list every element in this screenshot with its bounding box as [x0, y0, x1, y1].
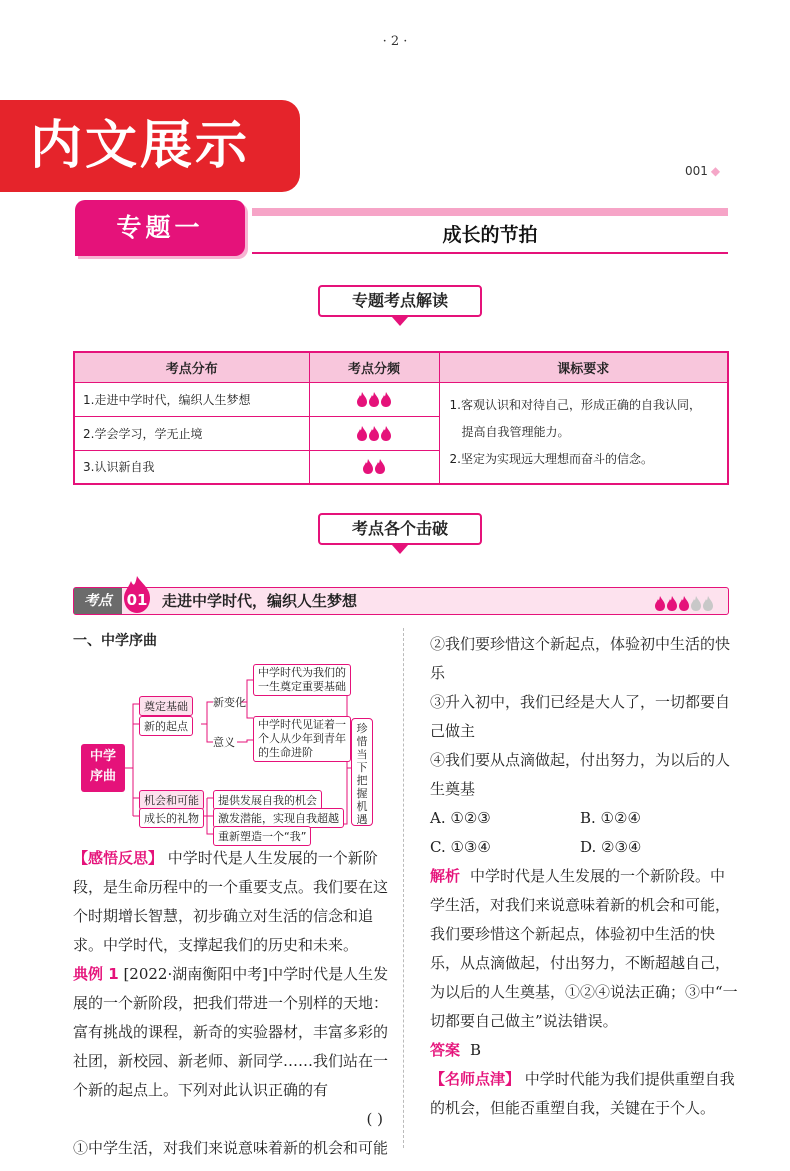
- exam-point-title: 走进中学时代，编织人生梦想: [162, 592, 358, 610]
- mind-map-root-label: 中学序曲: [90, 749, 117, 784]
- mind-map-leaf-line: 一生奠定重要基础: [258, 680, 346, 693]
- mind-map-leaf: [253, 716, 351, 762]
- flame-icon: [357, 392, 367, 407]
- question-item: ②我们要珍惜这个新起点，体验初中生活的快乐: [430, 635, 731, 682]
- side-note-char: 珍: [356, 722, 368, 735]
- mind-map-node: 奠定基础: [139, 696, 193, 716]
- section-heading-breakthrough: 考点各个击破: [318, 513, 482, 545]
- exam-point-table: [73, 351, 729, 485]
- topic-bar-top: [252, 208, 728, 216]
- mind-map-leaf-line: 中学时代见证着一: [258, 718, 346, 731]
- mind-map-side-note: [351, 718, 373, 826]
- question-item: ④我们要从点滴做起，付出努力，为以后的人生奠基: [430, 751, 731, 798]
- flame-icon: [369, 392, 379, 407]
- table-header: 考点分频: [309, 352, 439, 382]
- mind-map-leaf-line: 中学时代为我们的: [258, 666, 346, 679]
- side-note-char: 下: [356, 761, 368, 774]
- section-arrow-icon: [392, 317, 408, 326]
- mind-map-node: 新的起点: [139, 716, 193, 736]
- right-column: [430, 630, 740, 1123]
- side-note-char: 惜: [356, 735, 368, 748]
- content-display-banner: 内文展示: [0, 100, 300, 192]
- table-cell-point: 1.走进中学时代，编织人生梦想: [74, 382, 309, 416]
- mind-map-leaf-line: 个人从少年到青年: [258, 732, 346, 745]
- tip-text: 中学时代能为我们提供重塑自我的机会，但能否重塑自我，关键在于个人。: [430, 1070, 735, 1117]
- frequency-flames: [309, 416, 439, 450]
- flame-icon: [375, 459, 385, 474]
- mind-map-leaf: [253, 664, 351, 696]
- mind-map: [73, 658, 393, 843]
- answer-bracket-line: [73, 1105, 393, 1134]
- frequency-flames: [309, 382, 439, 416]
- flame-icon: [703, 596, 713, 611]
- flame-icon: [381, 426, 391, 441]
- flame-icon: [369, 426, 379, 441]
- mind-map-node: 新变化: [213, 696, 246, 709]
- table-header: 考点分布: [74, 352, 309, 382]
- table-header-row: [74, 352, 728, 382]
- reflection-tag: 【感悟反思】: [73, 849, 164, 867]
- mind-map-node: 意义: [213, 736, 235, 749]
- reflection-paragraph: [73, 844, 393, 960]
- flame-icon: [363, 459, 373, 474]
- table-row: [74, 382, 728, 416]
- side-note-char: 握: [356, 787, 368, 800]
- subsection-heading: 一、中学序曲: [73, 633, 157, 649]
- mind-map-node: 机会和可能: [139, 790, 204, 810]
- table-cell-point: 3.认识新自我: [74, 450, 309, 484]
- answer-options: [430, 804, 740, 862]
- tip-tag: 【名师点津】: [430, 1070, 521, 1088]
- example-label: 典例 1: [73, 965, 119, 983]
- topic-bar-bottom: [252, 252, 728, 254]
- mind-map-leaf: 提供发展自我的机会: [213, 790, 322, 810]
- option-b: B. ①②④: [580, 809, 641, 827]
- exam-point-label: 考点: [74, 588, 122, 614]
- tip-paragraph: [430, 1065, 740, 1123]
- side-note-char: 机: [356, 800, 368, 813]
- option-a: A. ①②③: [430, 809, 491, 827]
- option-d: D. ②③④: [580, 838, 642, 856]
- question-item: ①中学生活，对我们来说意味着新的机会和可能: [73, 1139, 389, 1157]
- flame-icon: [655, 596, 665, 611]
- analysis-text: 中学时代是人生发展的一个新阶段。中学生活，对我们来说意味着新的机会和可能，我们要珍惜这个新起点，体验初中生活的快乐，从点滴做起，付出努力，不断超越自己，为以后的人生奠基，①②④说法正确；③中“一切都要自己做主”说法错误。: [430, 867, 738, 1030]
- page-number: · 2 ·: [382, 34, 408, 49]
- table-cell-requirements: [439, 382, 728, 484]
- reflection-text: 中学时代是人生发展的一个新阶段，是生命历程中的一个重要支点。我们要在这个时期增长智慧，初步确立对生活的信念和追求。中学时代，支撑起我们的历史和未来。: [73, 849, 389, 954]
- section-arrow-icon: [392, 545, 408, 554]
- frequency-flames: [654, 593, 714, 612]
- answer-bracket: ( ): [366, 1110, 383, 1128]
- analysis-paragraph: [430, 862, 740, 1036]
- mind-map-leaf-line: 的生命进阶: [258, 746, 313, 759]
- analysis-label: 解析: [430, 867, 461, 885]
- flame-icon: [691, 596, 701, 611]
- diamond-icon: ◆: [710, 164, 721, 178]
- requirement-line: 1.客观认识和对待自己，形成正确的自我认同，: [449, 398, 701, 413]
- answer-label: 答案: [430, 1041, 461, 1059]
- topic-tab: 专题一: [75, 200, 245, 256]
- exam-point-bar: [73, 587, 729, 615]
- answer-line: [430, 1036, 740, 1065]
- example-text: 中学时代是人生发展的一个新阶段，把我们带进一个别样的天地：富有挑战的课程，新奇的实验器材，丰富多彩的社团，新校园、新老师、新同学……我们站在一个新的起点上。下列对此认识正确的有: [73, 965, 389, 1099]
- exam-point-number: 01: [126, 591, 148, 609]
- example-paragraph: [73, 960, 393, 1105]
- example-source: [2022·湖南衡阳中考]: [123, 965, 269, 983]
- requirement-line: 2.坚定为实现远大理想而奋斗的信念。: [449, 452, 653, 467]
- table-cell-point: 2.学会学习，学无止境: [74, 416, 309, 450]
- requirement-line: 提高自我管理能力。: [461, 425, 570, 440]
- flame-icon: [357, 426, 367, 441]
- question-item: ③升入初中，我们已经是大人了，一切都要自己做主: [430, 693, 731, 740]
- frequency-flames: [309, 450, 439, 484]
- table-header: 课标要求: [439, 352, 728, 382]
- mind-map-node: 成长的礼物: [139, 808, 204, 828]
- mind-map-root: [81, 744, 125, 792]
- topic-title: 成长的节拍: [442, 224, 538, 246]
- side-note-char: 当: [356, 748, 368, 761]
- option-c: C. ①③④: [430, 838, 491, 856]
- column-divider: [403, 628, 404, 1148]
- mind-map-leaf: 重新塑造一个“我”: [213, 826, 311, 846]
- section-heading-overview: 专题考点解读: [318, 285, 482, 317]
- flame-icon: [381, 392, 391, 407]
- page-code: [685, 164, 720, 178]
- side-note-char: 把: [356, 774, 368, 787]
- mind-map-leaf: 激发潜能，实现自我超越: [213, 808, 344, 828]
- left-column: [73, 630, 393, 1163]
- answer-value: B: [470, 1041, 482, 1059]
- side-note-char: 遇: [356, 813, 368, 826]
- exam-point-number-flame-icon: [120, 574, 154, 614]
- flame-icon: [667, 596, 677, 611]
- flame-icon: [679, 596, 689, 611]
- page-code-text: 001: [685, 164, 708, 178]
